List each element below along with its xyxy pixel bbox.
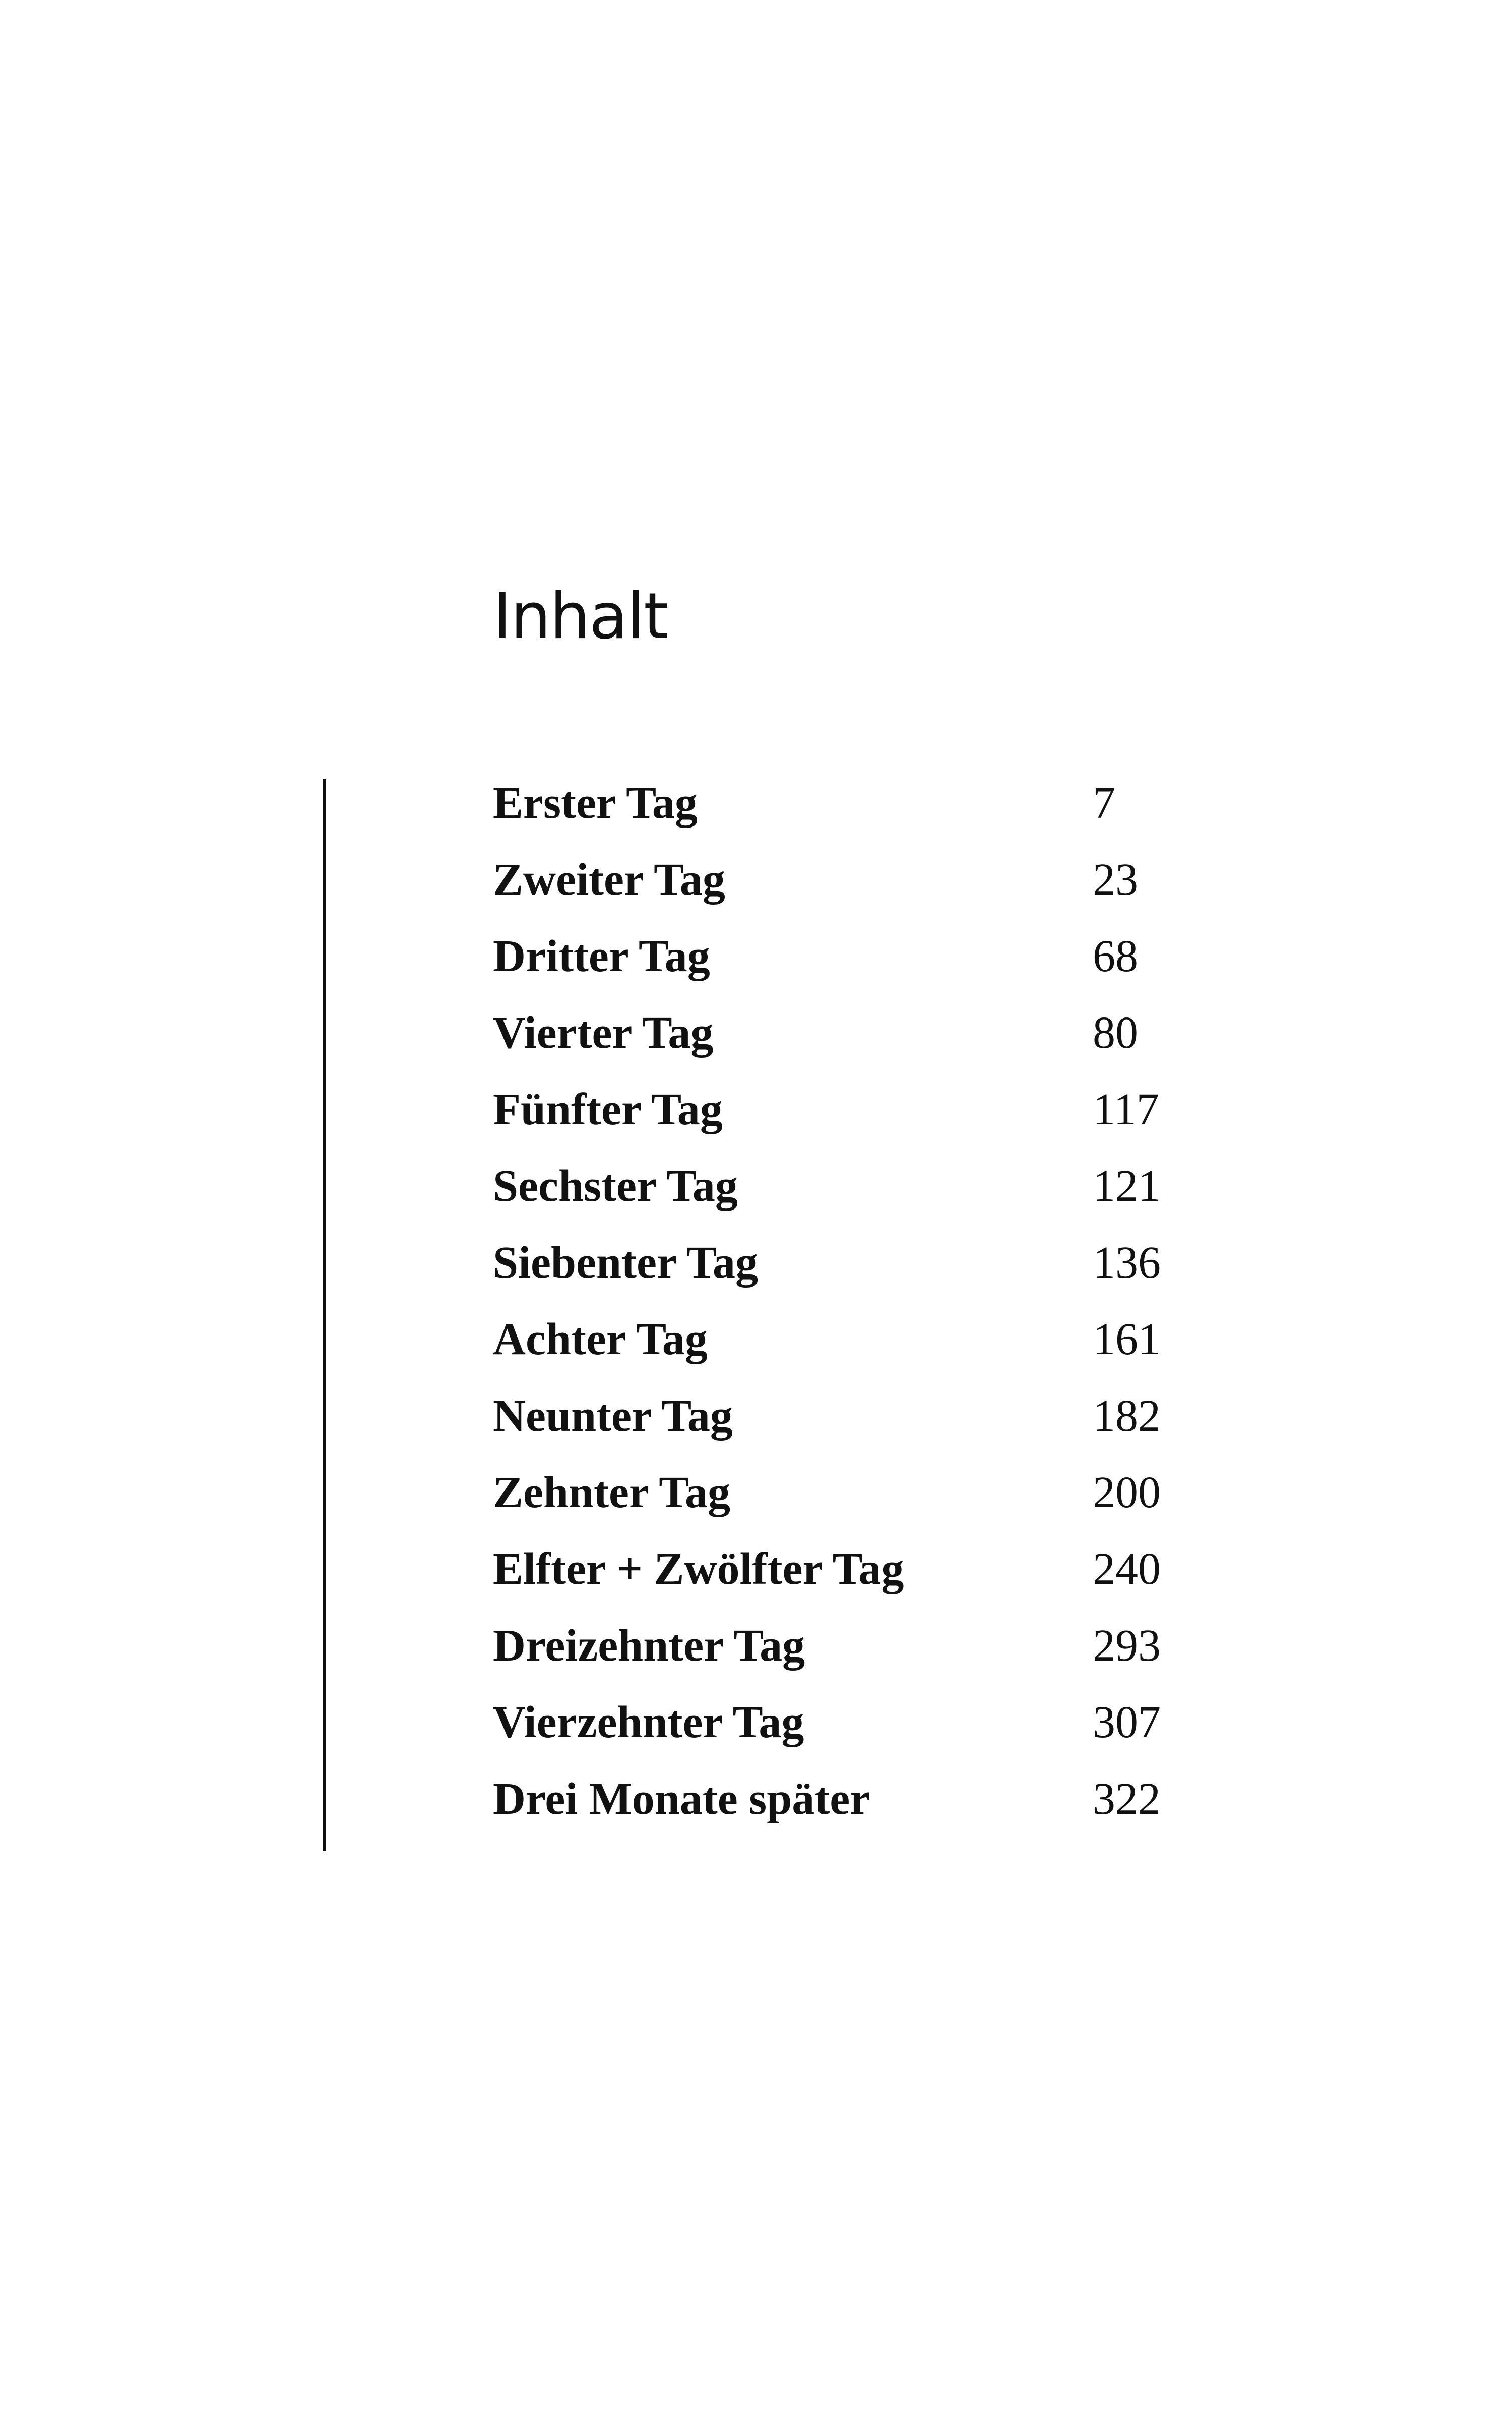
toc-entry-title: Zehnter Tag bbox=[493, 1468, 730, 1517]
toc-entry bbox=[493, 1454, 1199, 1531]
toc-entry-page-number: 117 bbox=[1093, 1085, 1159, 1134]
toc-entry bbox=[493, 1684, 1199, 1761]
toc-entry-title: Sechster Tag bbox=[493, 1161, 738, 1211]
toc-entry-page-number: 7 bbox=[1093, 778, 1115, 828]
toc-entry bbox=[493, 995, 1199, 1071]
toc-entry-title: Achter Tag bbox=[493, 1314, 708, 1364]
page-title: Inhalt bbox=[493, 579, 668, 653]
toc-entry-title: Fünfter Tag bbox=[493, 1085, 723, 1134]
toc-entry bbox=[493, 1531, 1199, 1608]
toc-entry-page-number: 200 bbox=[1093, 1468, 1161, 1517]
toc-entry-title: Elfter + Zwölfter Tag bbox=[493, 1544, 904, 1594]
toc-entry bbox=[493, 1225, 1199, 1301]
toc-entry-title: Vierter Tag bbox=[493, 1008, 714, 1058]
toc-entry-page-number: 121 bbox=[1093, 1161, 1161, 1211]
toc-entry bbox=[493, 1378, 1199, 1454]
toc-entry-page-number: 23 bbox=[1093, 855, 1138, 905]
toc-entry-page-number: 293 bbox=[1093, 1621, 1161, 1671]
toc-entry-page-number: 161 bbox=[1093, 1314, 1161, 1364]
toc-entry bbox=[493, 1071, 1199, 1148]
toc-entry-title: Erster Tag bbox=[493, 778, 698, 828]
toc-entry-page-number: 182 bbox=[1093, 1391, 1161, 1441]
toc-entry-page-number: 136 bbox=[1093, 1238, 1161, 1288]
table-of-contents bbox=[493, 765, 1199, 1837]
toc-entry bbox=[493, 1301, 1199, 1378]
toc-entry-page-number: 68 bbox=[1093, 931, 1138, 981]
toc-entry-title: Drei Monate später bbox=[493, 1774, 870, 1824]
toc-entry-title: Zweiter Tag bbox=[493, 855, 725, 905]
toc-entry-page-number: 307 bbox=[1093, 1697, 1161, 1747]
vertical-rule bbox=[323, 779, 326, 1851]
toc-entry-page-number: 322 bbox=[1093, 1774, 1161, 1824]
toc-entry bbox=[493, 1761, 1199, 1837]
toc-entry-title: Vierzehnter Tag bbox=[493, 1697, 804, 1747]
toc-entry-title: Neunter Tag bbox=[493, 1391, 733, 1441]
toc-entry-title: Dreizehnter Tag bbox=[493, 1621, 805, 1671]
toc-entry bbox=[493, 1148, 1199, 1225]
toc-entry bbox=[493, 842, 1199, 918]
toc-entry-title: Dritter Tag bbox=[493, 931, 710, 981]
toc-entry bbox=[493, 918, 1199, 995]
toc-entry bbox=[493, 1608, 1199, 1684]
toc-entry-page-number: 240 bbox=[1093, 1544, 1161, 1594]
toc-entry-page-number: 80 bbox=[1093, 1008, 1138, 1058]
toc-entry bbox=[493, 765, 1199, 842]
toc-entry-title: Siebenter Tag bbox=[493, 1238, 758, 1288]
